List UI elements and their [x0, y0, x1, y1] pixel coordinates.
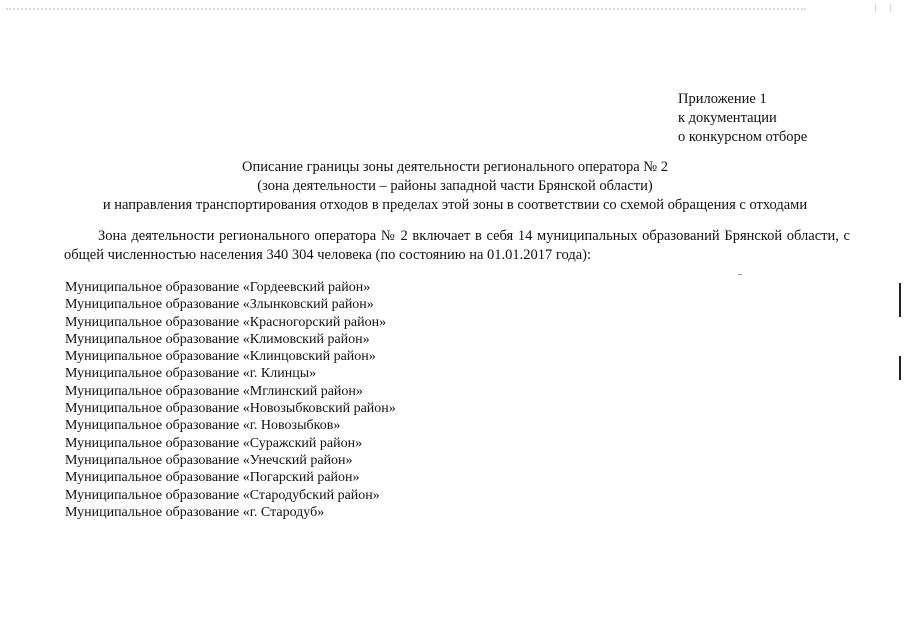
- list-item: Муниципальное образование «Новозыбковский район»: [65, 401, 396, 417]
- list-item: Муниципальное образование «Унечский район»: [65, 452, 353, 468]
- list-item: Муниципальное образование «Мглинский район»: [65, 383, 363, 399]
- list-item: Муниципальное образование «Красногорский район»: [65, 314, 387, 330]
- list-item: Муниципальное образование «г. Новозыбков»: [65, 418, 341, 434]
- title-line-1: Описание границы зоны деятельности регионального оператора № 2: [241, 159, 668, 175]
- list-item: Муниципальное образование «Клинцовский район»: [65, 349, 376, 365]
- scan-artifact-top: [6, 8, 806, 10]
- title-line-3: и направления транспортирования отходов в пределах этой зоны в соответствии со схемой обращения с отходами: [102, 197, 808, 213]
- list-item: Муниципальное образование «г. Клинцы»: [65, 366, 317, 382]
- list-item: Муниципальное образование «Гордеевский район»: [65, 280, 371, 295]
- scan-artifact-edge: [899, 356, 901, 380]
- list-item: Муниципальное образование «Стародубский район»: [65, 487, 380, 503]
- document-title: [40, 158, 870, 215]
- list-item: Муниципальное образование «Злынковский район»: [65, 297, 374, 313]
- list-item: Муниципальное образование «Климовский район»: [65, 331, 370, 347]
- title-line-2: (зона деятельности – районы западной части Брянской области): [257, 178, 653, 194]
- list-item: Муниципальное образование «Погарский район»: [65, 470, 360, 486]
- list-item: Муниципальное образование «Суражский район»: [65, 435, 363, 451]
- intro-paragraph: Зона деятельности регионального оператора № 2 включает в себя 14 муниципальных образований Брянской области, с общей численностью населения 340 304 человека (по состоянию на 01.01.2017 года):: [64, 228, 850, 263]
- scan-artifact-dot: [738, 274, 742, 275]
- municipality-list: [65, 279, 396, 521]
- list-item: Муниципальное образование «г. Стародуб»: [65, 504, 325, 520]
- scan-artifact-edge: [899, 283, 901, 317]
- scan-artifact-corner: [875, 4, 891, 12]
- appendix-line-1: Приложение 1: [678, 91, 767, 107]
- appendix-line-3: о конкурсном отборе: [678, 129, 808, 145]
- appendix-line-2: к документации: [678, 110, 777, 126]
- appendix-heading: [678, 90, 807, 147]
